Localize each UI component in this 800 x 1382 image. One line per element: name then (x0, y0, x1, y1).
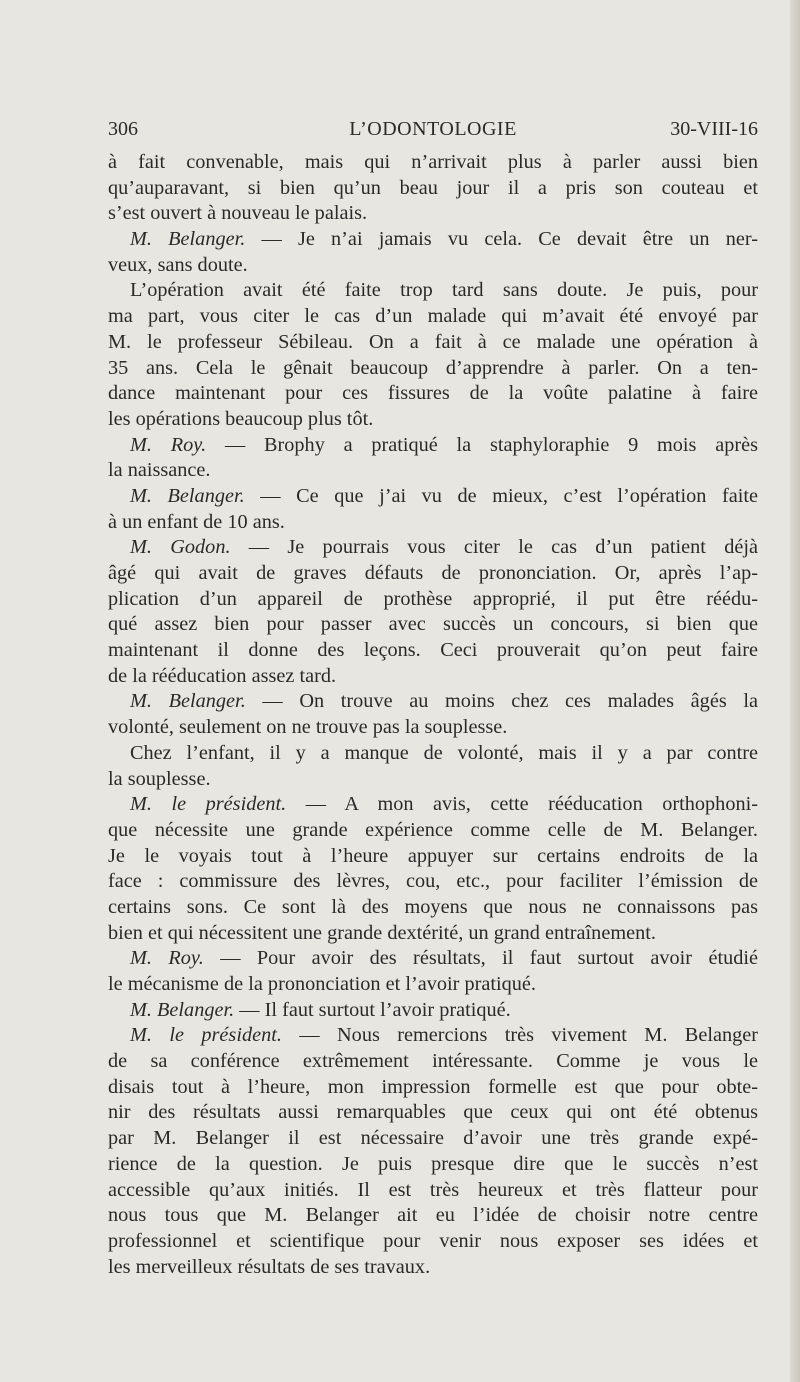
line-text: les opérations beaucoup plus tôt. (108, 407, 374, 430)
line-text: ma part, vous citer le cas d’un malade qui m’avait été envoyé par (108, 305, 758, 328)
text-line (108, 818, 758, 844)
running-title: L’ODONTOLOGIE (349, 118, 517, 140)
speaker-name: M. le président. (130, 793, 287, 816)
text-line (108, 381, 758, 407)
text-line (108, 1178, 758, 1204)
line-text: professionnel et scientifique pour venir nous exposer ses idées et (108, 1229, 758, 1252)
line-text: M. le professeur Sébileau. On a fait à ce malade une opération à (108, 330, 758, 353)
text-line (108, 1126, 758, 1152)
text-line (108, 1049, 758, 1075)
text-line (108, 201, 758, 227)
text-line (108, 1229, 758, 1255)
text-line (108, 304, 758, 330)
text-line (108, 638, 758, 664)
line-text: Chez l’enfant, il y a manque de volonté, mais il y a par contre (130, 741, 758, 764)
text-line (108, 1203, 758, 1229)
line-text: qué assez bien pour passer avec succès un concours, si bien que (108, 613, 758, 636)
text-line (108, 895, 758, 921)
line-text: dance maintenant pour ces fissures de la voûte palatine à faire (108, 382, 758, 405)
text-line (108, 458, 758, 484)
text-line (108, 921, 758, 947)
text-line (108, 150, 758, 176)
running-header (108, 114, 758, 144)
text-line (108, 1075, 758, 1101)
text-line (108, 484, 758, 510)
line-text: à un enfant de 10 ans. (108, 510, 285, 533)
line-text: L’opération avait été faite trop tard sans doute. Je puis, pour (130, 279, 758, 302)
text-line (108, 278, 758, 304)
line-text: bien et qui nécessitent une grande dextérité, un grand entraînement. (108, 921, 656, 944)
text-line (108, 767, 758, 793)
page-edge (790, 0, 800, 1382)
line-text: la souplesse. (108, 767, 211, 790)
text-line (108, 510, 758, 536)
line-text: s’est ouvert à nouveau le palais. (108, 202, 368, 225)
line-text: qu’auparavant, si bien qu’un beau jour il a pris son couteau et (108, 176, 758, 199)
text-line (108, 1100, 758, 1126)
line-text: — A mon avis, cette rééducation orthophoni- (286, 793, 758, 816)
line-text: nir des résultats aussi remarquables que ceux qui ont été obtenus (108, 1101, 758, 1124)
line-text: veux, sans doute. (108, 253, 248, 276)
line-text: 35 ans. Cela le gênait beaucoup d’apprendre à parler. On a ten- (108, 356, 758, 379)
line-text: face : commissure des lèvres, cou, etc., pour faciliter l’émission de (108, 870, 758, 893)
line-text: — On trouve au moins chez ces malades âgés la (245, 690, 758, 713)
text-line (108, 587, 758, 613)
speaker-name: M. Roy. (130, 433, 207, 456)
text-line (108, 561, 758, 587)
speaker-name: M. Roy. (130, 947, 204, 970)
text-line (108, 407, 758, 433)
line-text: — Brophy a pratiqué la staphyloraphie 9 mois après (206, 433, 758, 456)
line-text: — Il faut surtout l’avoir pratiqué. (234, 998, 511, 1021)
line-text: — Nous remercions très vivement M. Belanger (281, 1024, 758, 1047)
text-line (108, 433, 758, 459)
body-text (108, 150, 758, 1280)
text-line (108, 1023, 758, 1049)
speaker-name: M. le président. (130, 1024, 282, 1047)
text-line (108, 664, 758, 690)
line-text: nous tous que M. Belanger ait eu l’idée de choisir notre centre (108, 1204, 758, 1227)
line-text: — Ce que j’ai vu de mieux, c’est l’opération faite (244, 484, 758, 507)
text-line (108, 715, 758, 741)
speaker-name: M. Belanger. (130, 228, 246, 251)
text-line (108, 356, 758, 382)
line-text: volonté, seulement on ne trouve pas la souplesse. (108, 716, 508, 739)
text-line (108, 253, 758, 279)
speaker-name: M. Godon. (130, 536, 231, 559)
text-line (108, 1152, 758, 1178)
page-number: 306 (108, 118, 138, 140)
text-line (108, 946, 758, 972)
line-text: par M. Belanger il est nécessaire d’avoir une très grande expé- (108, 1127, 758, 1150)
line-text: — Je n’ai jamais vu cela. Ce devait être un ner- (245, 228, 758, 251)
line-text: de sa conférence extrêmement intéressante. Comme je vous le (108, 1050, 758, 1073)
speaker-name: M. Belanger. (130, 998, 235, 1021)
text-line (108, 176, 758, 202)
text-line (108, 741, 758, 767)
line-text: rience de la question. Je puis presque dire que le succès n’est (108, 1152, 758, 1175)
line-text: de la rééducation assez tard. (108, 664, 337, 687)
line-text: les merveilleux résultats de ses travaux. (108, 1255, 431, 1278)
text-line (108, 535, 758, 561)
issue-date: 30-VIII-16 (670, 118, 758, 140)
line-text: Je le voyais tout à l’heure appuyer sur certains endroits de la (108, 844, 758, 867)
line-text: la naissance. (108, 459, 211, 482)
line-text: maintenant il donne des leçons. Ceci prouverait qu’on peut faire (108, 639, 758, 662)
text-line (108, 612, 758, 638)
line-text: — Je pourrais vous citer le cas d’un patient déjà (230, 536, 758, 559)
line-text: que nécessite une grande expérience comme celle de M. Belanger. (108, 818, 758, 841)
text-line (108, 972, 758, 998)
text-line (108, 330, 758, 356)
text-line (108, 689, 758, 715)
text-line (108, 792, 758, 818)
line-text: certains sons. Ce sont là des moyens que nous ne connaissons pas (108, 895, 758, 918)
text-line (108, 869, 758, 895)
text-line (108, 1255, 758, 1281)
line-text: le mécanisme de la prononciation et l’avoir pratiqué. (108, 973, 536, 995)
text-line (108, 844, 758, 870)
line-text: à fait convenable, mais qui n’arrivait plus à parler aussi bien (108, 151, 758, 173)
line-text: — Pour avoir des résultats, il faut surtout avoir étudié (203, 947, 758, 970)
text-line (108, 998, 758, 1024)
speaker-name: M. Belanger. (130, 690, 246, 713)
line-text: plication d’un appareil de prothèse approprié, il put être réédu- (108, 587, 758, 610)
line-text: âgé qui avait de graves défauts de prononciation. Or, après l’ap- (108, 562, 758, 584)
line-text: disais tout à l’heure, mon impression formelle est que pour obte- (108, 1075, 758, 1098)
line-text: accessible qu’aux initiés. Il est très heureux et très flatteur pour (108, 1178, 758, 1201)
text-line (108, 227, 758, 253)
speaker-name: M. Belanger. (130, 484, 245, 507)
